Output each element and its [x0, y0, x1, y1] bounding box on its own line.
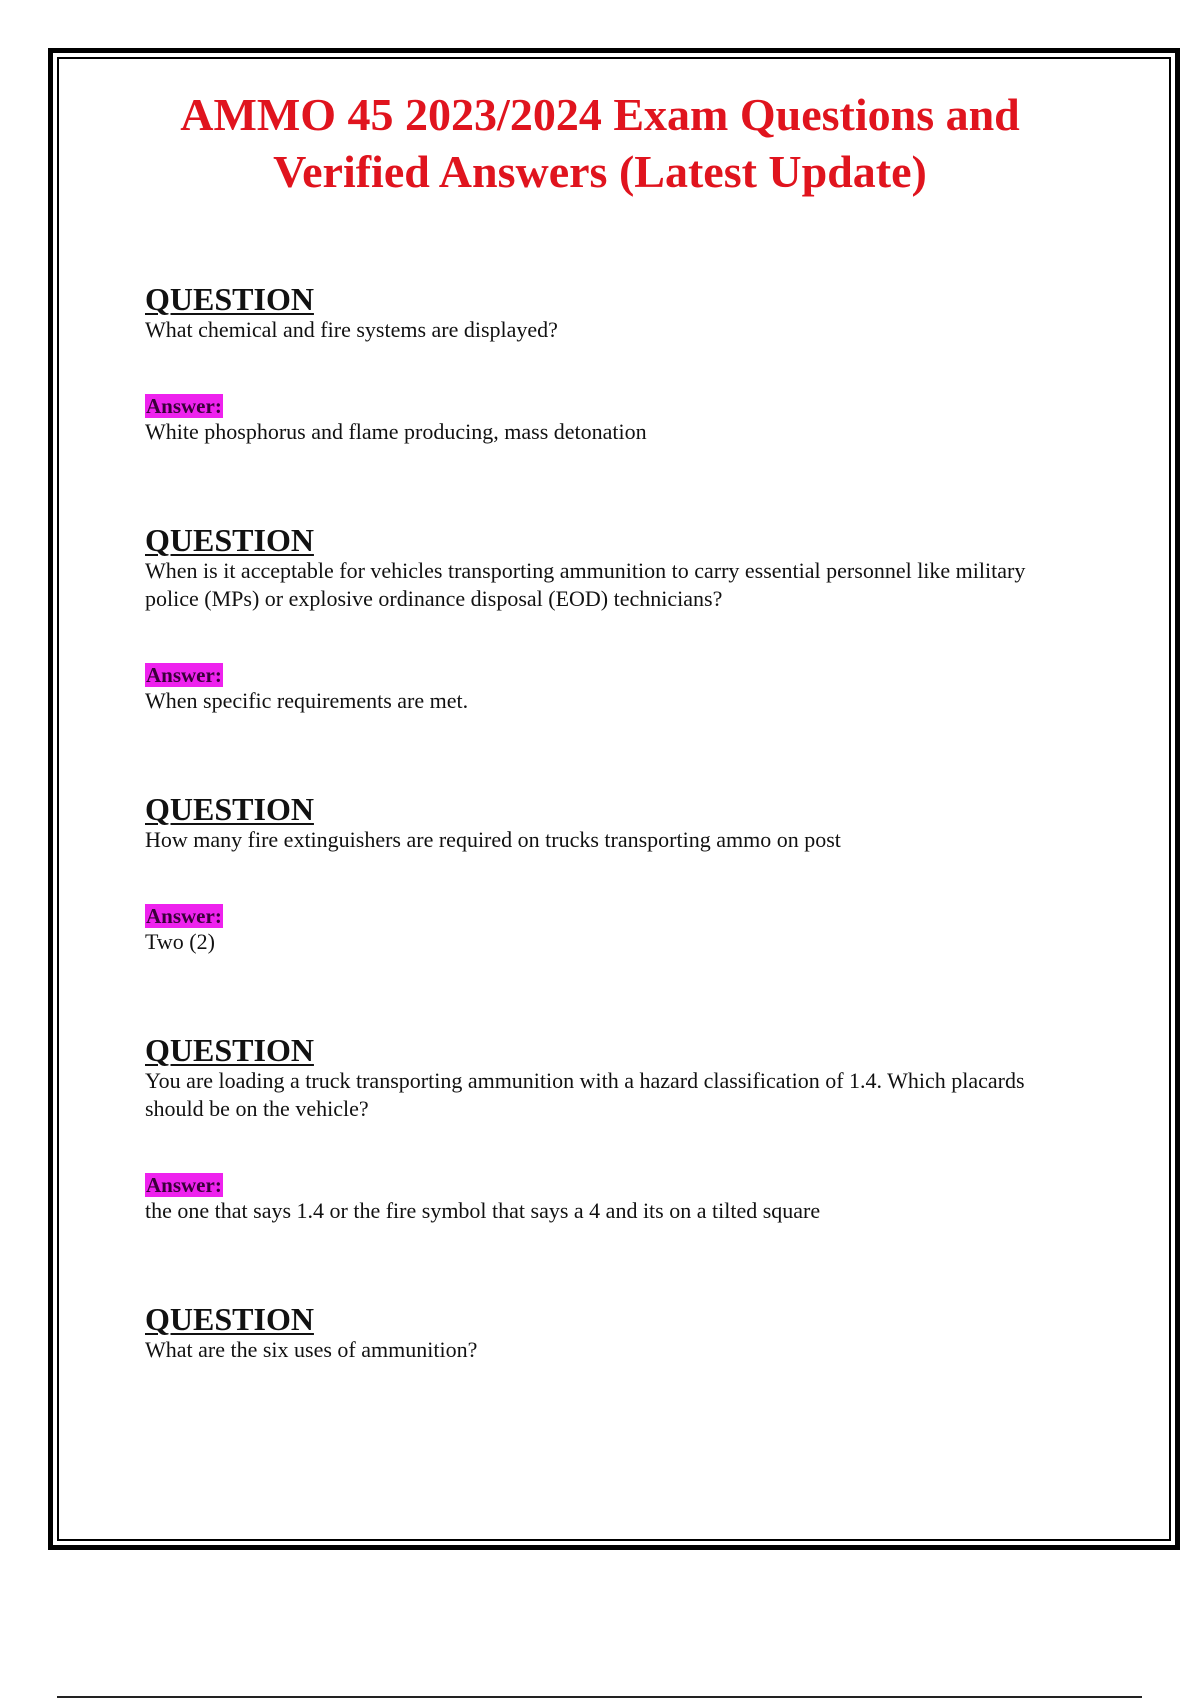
answer-text: When specific requirements are met. [145, 688, 469, 713]
qa-item-3 [145, 792, 1045, 956]
answer-label: Answer: [146, 394, 222, 418]
question-text: You are loading a truck transporting ammunition with a hazard classification of 1.4. Which placards should be on the vehicle? [145, 1068, 1025, 1121]
page-footer-rule [57, 1696, 1142, 1698]
qa-item-4 [145, 1033, 1045, 1225]
document-title-line-2: Verified Answers (Latest Update) [273, 146, 927, 197]
qa-item-5 [145, 1302, 1045, 1364]
answer-text: White phosphorus and flame producing, mass detonation [145, 419, 647, 444]
question-text: What chemical and fire systems are displayed? [145, 317, 558, 342]
question-text: How many fire extinguishers are required on trucks transporting ammo on post [145, 827, 841, 852]
qa-list [145, 282, 1045, 1364]
question-heading: QUESTION [145, 1301, 314, 1337]
question-text: When is it acceptable for vehicles transporting ammunition to carry essential personnel like military police (MPs) or explosive ordinance disposal (EOD) technicians? [145, 558, 1026, 611]
answer-label: Answer: [146, 904, 222, 928]
qa-item-2 [145, 523, 1045, 715]
question-heading: QUESTION [145, 1032, 314, 1068]
answer-label: Answer: [146, 1173, 222, 1197]
answer-text: the one that says 1.4 or the fire symbol that says a 4 and its on a tilted square [145, 1198, 821, 1223]
answer-text: Two (2) [145, 929, 215, 954]
document-title-line-1: AMMO 45 2023/2024 Exam Questions and [180, 89, 1020, 140]
document-title [0, 86, 1200, 200]
answer-label: Answer: [146, 663, 222, 687]
question-heading: QUESTION [145, 791, 314, 827]
qa-item-1 [145, 282, 1045, 446]
question-heading: QUESTION [145, 522, 314, 558]
question-heading: QUESTION [145, 281, 314, 317]
question-text: What are the six uses of ammunition? [145, 1337, 478, 1362]
